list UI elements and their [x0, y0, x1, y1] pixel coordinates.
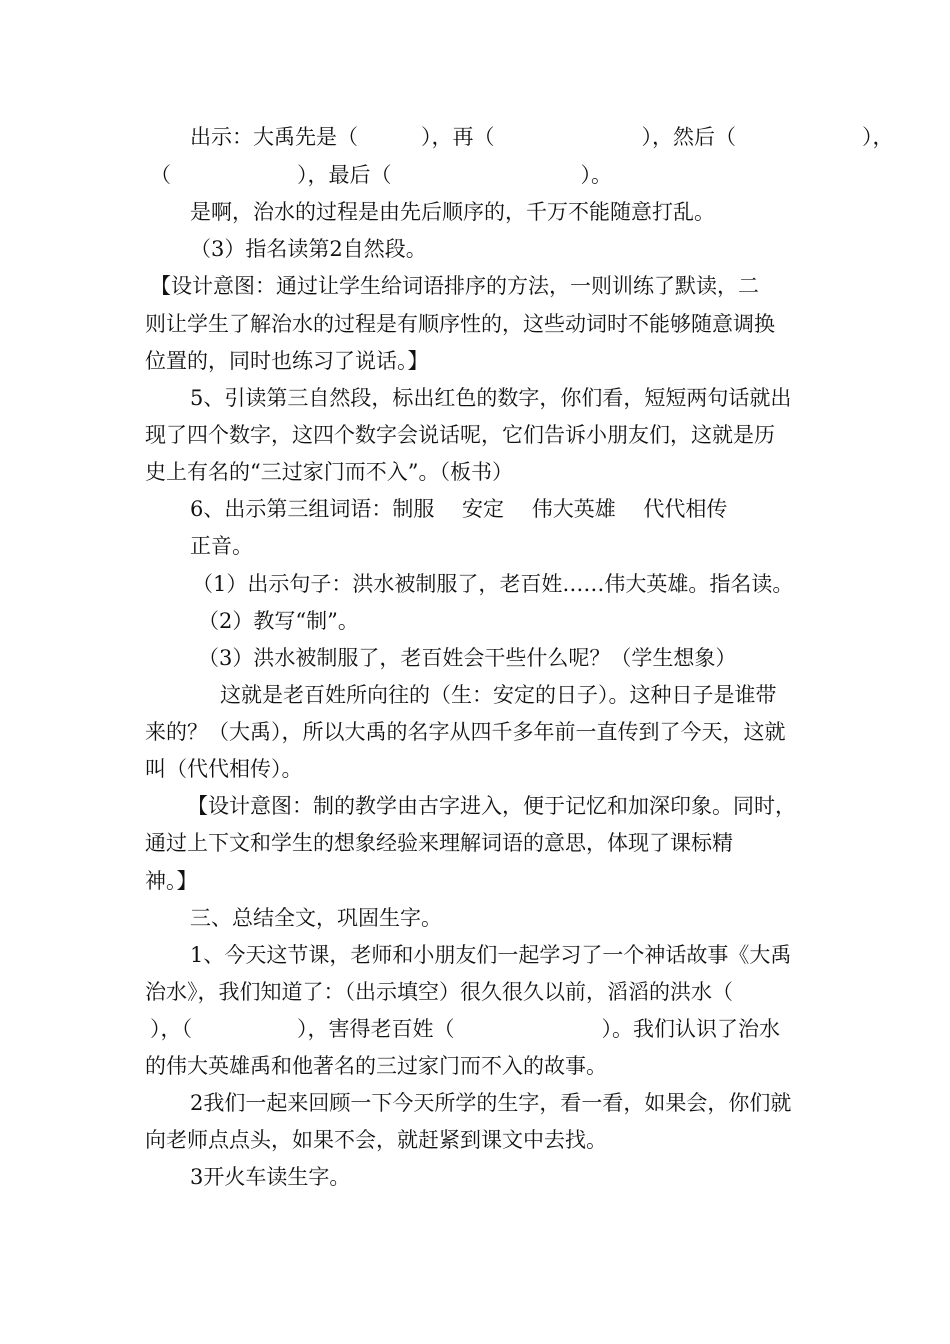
text-line-29: 3开火车读生字。 [190, 1165, 351, 1189]
text-line-3: 是啊，治水的过程是由先后顺序的，千万不能随意打乱。 [190, 200, 715, 224]
text-line-17: 来的？（大禹），所以大禹的名字从四千多年前一直传到了今天，这就 [145, 720, 786, 744]
text-line-1: 出示：大禹先是（ ），再（ ），然后（ ）， [190, 125, 894, 149]
text-line-9: 现了四个数字，这四个数字会说话呢，它们告诉小朋友们，这就是历 [145, 423, 775, 447]
text-line-25: ），（ ），害得老百姓（ ）。我们认识了治水 [150, 1017, 780, 1041]
section-heading-summary: 三、总结全文，巩固生字。 [190, 906, 442, 930]
design-note-line-6: 神。】 [145, 869, 198, 893]
text-line-14: （2）教写“制”。 [198, 609, 359, 633]
text-line-24: 治水》，我们知道了：（出示填空）很久很久以前，滔滔的洪水（ [145, 980, 733, 1004]
text-line-13: （1）出示句子：洪水被制服了，老百姓……伟大英雄。指名读。 [192, 572, 794, 596]
text-line-8: 5、引读第三自然段，标出红色的数字，你们看，短短两句话就出 [190, 386, 792, 410]
design-note-line-2: 则让学生了解治水的过程是有顺序性的，这些动词时不能够随意调换 [145, 312, 775, 336]
text-line-26: 的伟大英雄禹和他著名的三过家门而不入的故事。 [145, 1054, 607, 1078]
text-line-18: 叫（代代相传）。 [145, 757, 303, 781]
text-line-2: （ ），最后（ ）。 [150, 163, 612, 187]
design-note-line-3: 位置的，同时也练习了说话。】 [145, 349, 429, 373]
text-line-23: 1、今天这节课，老师和小朋友们一起学习了一个神话故事《大禹 [190, 943, 792, 967]
design-note-line-5: 通过上下文和学生的想象经验来理解词语的意思，体现了课标精 [145, 831, 733, 855]
text-line-15: （3）洪水被制服了，老百姓会干些什么呢？（学生想象） [198, 646, 737, 670]
text-line-10: 史上有名的“三过家门而不入”。（板书） [145, 460, 513, 484]
text-line-12: 正音。 [190, 534, 253, 558]
text-line-11: 6、出示第三组词语：制服 安定 伟大英雄 代代相传 [190, 497, 728, 521]
text-line-16: 这就是老百姓所向往的（生：安定的日子）。这种日子是谁带 [220, 683, 777, 707]
text-line-28: 向老师点点头，如果不会，就赶紧到课文中去找。 [145, 1128, 607, 1152]
text-line-4: （3）指名读第2自然段。 [190, 237, 427, 261]
text-line-27: 2我们一起来回顾一下今天所学的生字，看一看，如果会，你们就 [190, 1091, 792, 1115]
design-note-line-1: 【设计意图：通过让学生给词语排序的方法，一则训练了默读，二 [150, 274, 759, 298]
design-note-line-4: 【设计意图：制的教学由古字进入，便于记忆和加深印象。同时， [187, 794, 796, 818]
